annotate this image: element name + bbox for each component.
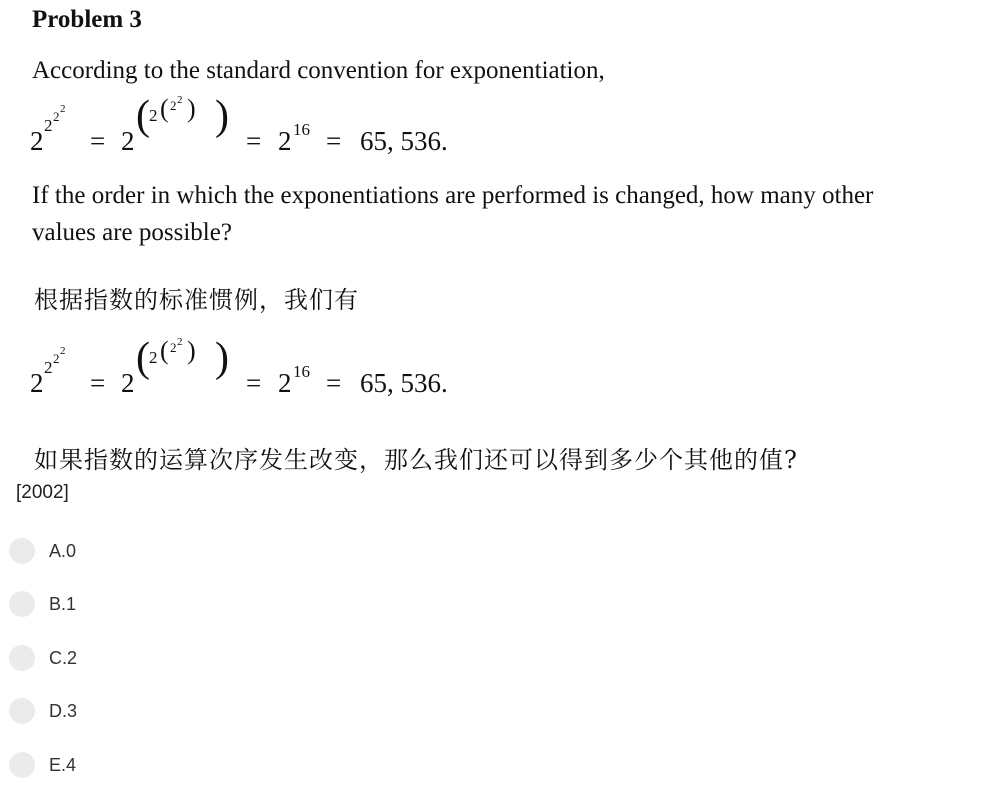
eq2-equals-1: = <box>90 368 106 398</box>
option-c[interactable] <box>9 640 309 676</box>
eq2-lparen-outer: ( <box>136 335 150 381</box>
eq2-power-base: 2 <box>278 368 292 398</box>
year-tag: [2002] <box>16 482 69 503</box>
eq2-inner-exp-base: 2 <box>170 340 177 355</box>
radio-circle-icon[interactable] <box>9 591 35 617</box>
eq2-inner-base: 2 <box>149 348 158 367</box>
eq2-tower-2: 2 <box>44 358 53 377</box>
option-b[interactable] <box>9 586 309 622</box>
equation-english <box>30 93 530 172</box>
eq-rparen-outer: ) <box>215 93 229 139</box>
question-line-1: If the order in which the exponentiations are performed is changed, how many other <box>32 182 874 209</box>
eq-lparen-outer: ( <box>136 93 150 139</box>
equation-chinese <box>30 335 530 414</box>
question-line-2: values are possible? <box>32 219 232 246</box>
option-a[interactable] <box>9 533 309 569</box>
eq2-lparen-inner: ( <box>160 336 169 365</box>
eq-lparen-inner: ( <box>160 94 169 123</box>
option-label: B.1 <box>49 593 77 614</box>
eq-power-base: 2 <box>278 126 292 156</box>
option-label: A.0 <box>49 540 77 561</box>
option-label: C.2 <box>49 647 78 668</box>
problem-title: Problem 3 <box>32 6 142 33</box>
radio-circle-icon[interactable] <box>9 538 35 564</box>
eq-result: 65, 536. <box>360 126 448 156</box>
eq2-inner-exp-exp: 2 <box>177 336 183 348</box>
eq-inner-exp-exp: 2 <box>177 94 183 106</box>
eq-tower-2: 2 <box>44 116 53 135</box>
eq2-equals-3: = <box>326 368 342 398</box>
eq2-tower-4: 2 <box>60 345 66 357</box>
eq2-base: 2 <box>30 368 44 398</box>
eq2-outer-base: 2 <box>121 368 135 398</box>
eq-outer-base: 2 <box>121 126 135 156</box>
option-label: D.3 <box>49 700 78 721</box>
zh-intro-text: 根据指数的标准惯例，我们有 <box>34 286 359 314</box>
radio-circle-icon[interactable] <box>9 645 35 671</box>
intro-text: According to the standard convention for exponentiation, <box>32 57 605 84</box>
eq-inner-base: 2 <box>149 106 158 125</box>
eq2-tower-3: 2 <box>53 351 60 366</box>
option-e[interactable] <box>9 747 309 783</box>
radio-circle-icon[interactable] <box>9 698 35 724</box>
eq-equals-2: = <box>246 126 262 156</box>
eq2-result: 65, 536. <box>360 368 448 398</box>
eq-rparen-inner: ) <box>187 94 196 123</box>
eq2-power-exp: 16 <box>293 362 310 381</box>
option-d[interactable] <box>9 693 309 729</box>
eq-equals-3: = <box>326 126 342 156</box>
eq2-rparen-inner: ) <box>187 336 196 365</box>
zh-question-text: 如果指数的运算次序发生改变，那么我们还可以得到多少个其他的值? <box>34 446 798 474</box>
eq-tower-4: 2 <box>60 103 66 115</box>
eq-base: 2 <box>30 126 44 156</box>
eq-inner-exp-base: 2 <box>170 98 177 113</box>
eq2-equals-2: = <box>246 368 262 398</box>
eq-equals-1: = <box>90 126 106 156</box>
radio-circle-icon[interactable] <box>9 752 35 778</box>
option-label: E.4 <box>49 754 77 775</box>
eq-tower-3: 2 <box>53 109 60 124</box>
eq-power-exp: 16 <box>293 120 310 139</box>
eq2-rparen-outer: ) <box>215 335 229 381</box>
